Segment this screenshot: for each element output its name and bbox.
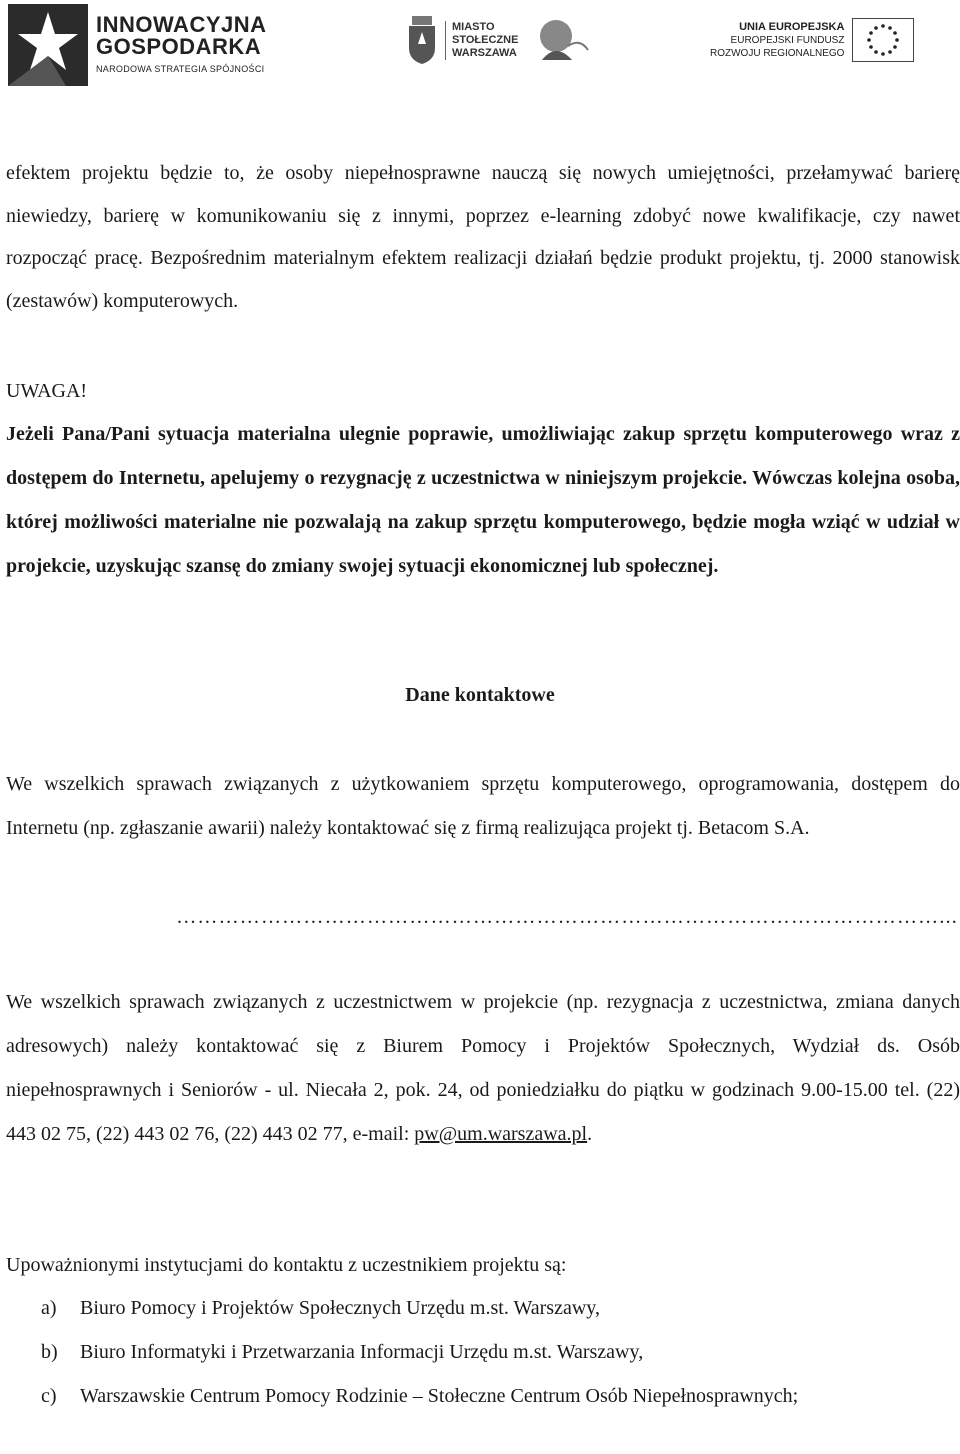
dotted-separator: ………………………………………………………………………………………………... — [176, 906, 958, 928]
page-header — [0, 0, 960, 100]
paragraph-participation-contact — [6, 980, 960, 1156]
unia-europejska-logo — [710, 18, 914, 62]
list-item — [0, 1330, 960, 1374]
list-item-text: Warszawskie Centrum Pomocy Rodzinie – Stołeczne Centrum Osób Niepełnosprawnych; — [80, 1385, 799, 1407]
paragraph-project-effect: efektem projektu będzie to, że osoby niepełnosprawne nauczą się nowych umiejętności, przełamywać barierę niewiedzy, barierę w komunikowaniu się z innymi, poprzez e-learning zdobyć nowe kwalifikacje, czy nawet rozpocząć pracę. Bezpośrednim materialnym efektem realizacji działań będzie produkt projektu, tj. 2000 stanowisk (zestawów) komputerowych. — [6, 162, 960, 313]
warning-text: Jeżeli Pana/Pani sytuacja materialna ulegnie poprawie, umożliwiając zakup sprzętu komputerowego wraz z dostępem do Internetu, apelujemy o rezygnację z uczestnictwa w niniejszym projekcie. Wówczas kolejna osoba, której możliwości materialne nie pozwalają na zakup sprzętu komputerowego, będzie mogła wziąć w udział w projekcie, uzyskując szansę do zmiany swojej sytuacji ekonomicznej lub społecznej. — [6, 423, 960, 577]
innowacyjna-gospodarka-star-icon — [8, 4, 88, 86]
institutions-list — [0, 1286, 960, 1418]
list-item — [0, 1286, 960, 1330]
participation-contact-end: . — [587, 1123, 593, 1145]
side-emblem-icon — [532, 16, 590, 66]
list-marker: c) — [41, 1385, 57, 1407]
list-marker: a) — [41, 1297, 57, 1319]
email-link[interactable]: pw@um.warszawa.pl — [414, 1123, 588, 1145]
list-item-text: Biuro Informatyki i Przetwarzania Informacji Urzędu m.st. Warszawy, — [80, 1341, 644, 1363]
institutions-intro: Upoważnionymi instytucjami do kontaktu z uczestnikiem projektu są: — [6, 1254, 567, 1276]
mw-line-3: WARSZAWA — [452, 46, 517, 59]
miasto-warszawa-logo — [405, 14, 518, 66]
ig-line-2: GOSPODARKA — [96, 34, 262, 59]
eu-flag-icon — [852, 18, 914, 62]
list-item-text: Biuro Pomocy i Projektów Społecznych Urzędu m.st. Warszawy, — [80, 1297, 600, 1319]
ue-line-2: EUROPEJSKI FUNDUSZ — [730, 34, 845, 46]
ig-line-1: INNOWACYJNA — [96, 12, 267, 37]
warning-label: UWAGA! — [6, 380, 88, 402]
paragraph-equipment-contact: We wszelkich sprawach związanych z użytkowaniem sprzętu komputerowego, oprogramowania, dostępem do Internetu (np. zgłaszanie awarii) należy kontaktować się z firmą realizująca projekt tj. Betacom S.A. — [6, 773, 960, 839]
list-marker: b) — [41, 1341, 58, 1363]
mw-line-1: MIASTO — [452, 20, 495, 33]
list-item — [0, 1374, 960, 1418]
ue-line-3: ROZWOJU REGIONALNEGO — [710, 47, 845, 59]
warsaw-coat-of-arms-icon — [405, 14, 439, 66]
ig-line-3: NARODOWA STRATEGIA SPÓJNOŚCI — [96, 64, 265, 74]
participation-contact-text: We wszelkich sprawach związanych z uczestnictwem w projekcie (np. rezygnacja z uczestnictwa, zmiana danych adresowych) należy kontaktować się z Biurem Pomocy i Projektów Społecznych, Wydział ds. Osób niepełnosprawnych i Seniorów - ul. Niecała 2, pok. 24, od poniedziałku do piątku w godzinach 9.00-15.00 tel. (22) 443 02 75, (22) 443 02 76, (22) 443 02 77, e-mail: — [6, 991, 960, 1145]
ue-line-1: UNIA EUROPEJSKA — [739, 20, 845, 33]
contact-heading: Dane kontaktowe — [405, 684, 555, 706]
innowacyjna-gospodarka-logo — [8, 4, 267, 86]
mw-line-2: STOŁECZNE — [452, 33, 519, 46]
